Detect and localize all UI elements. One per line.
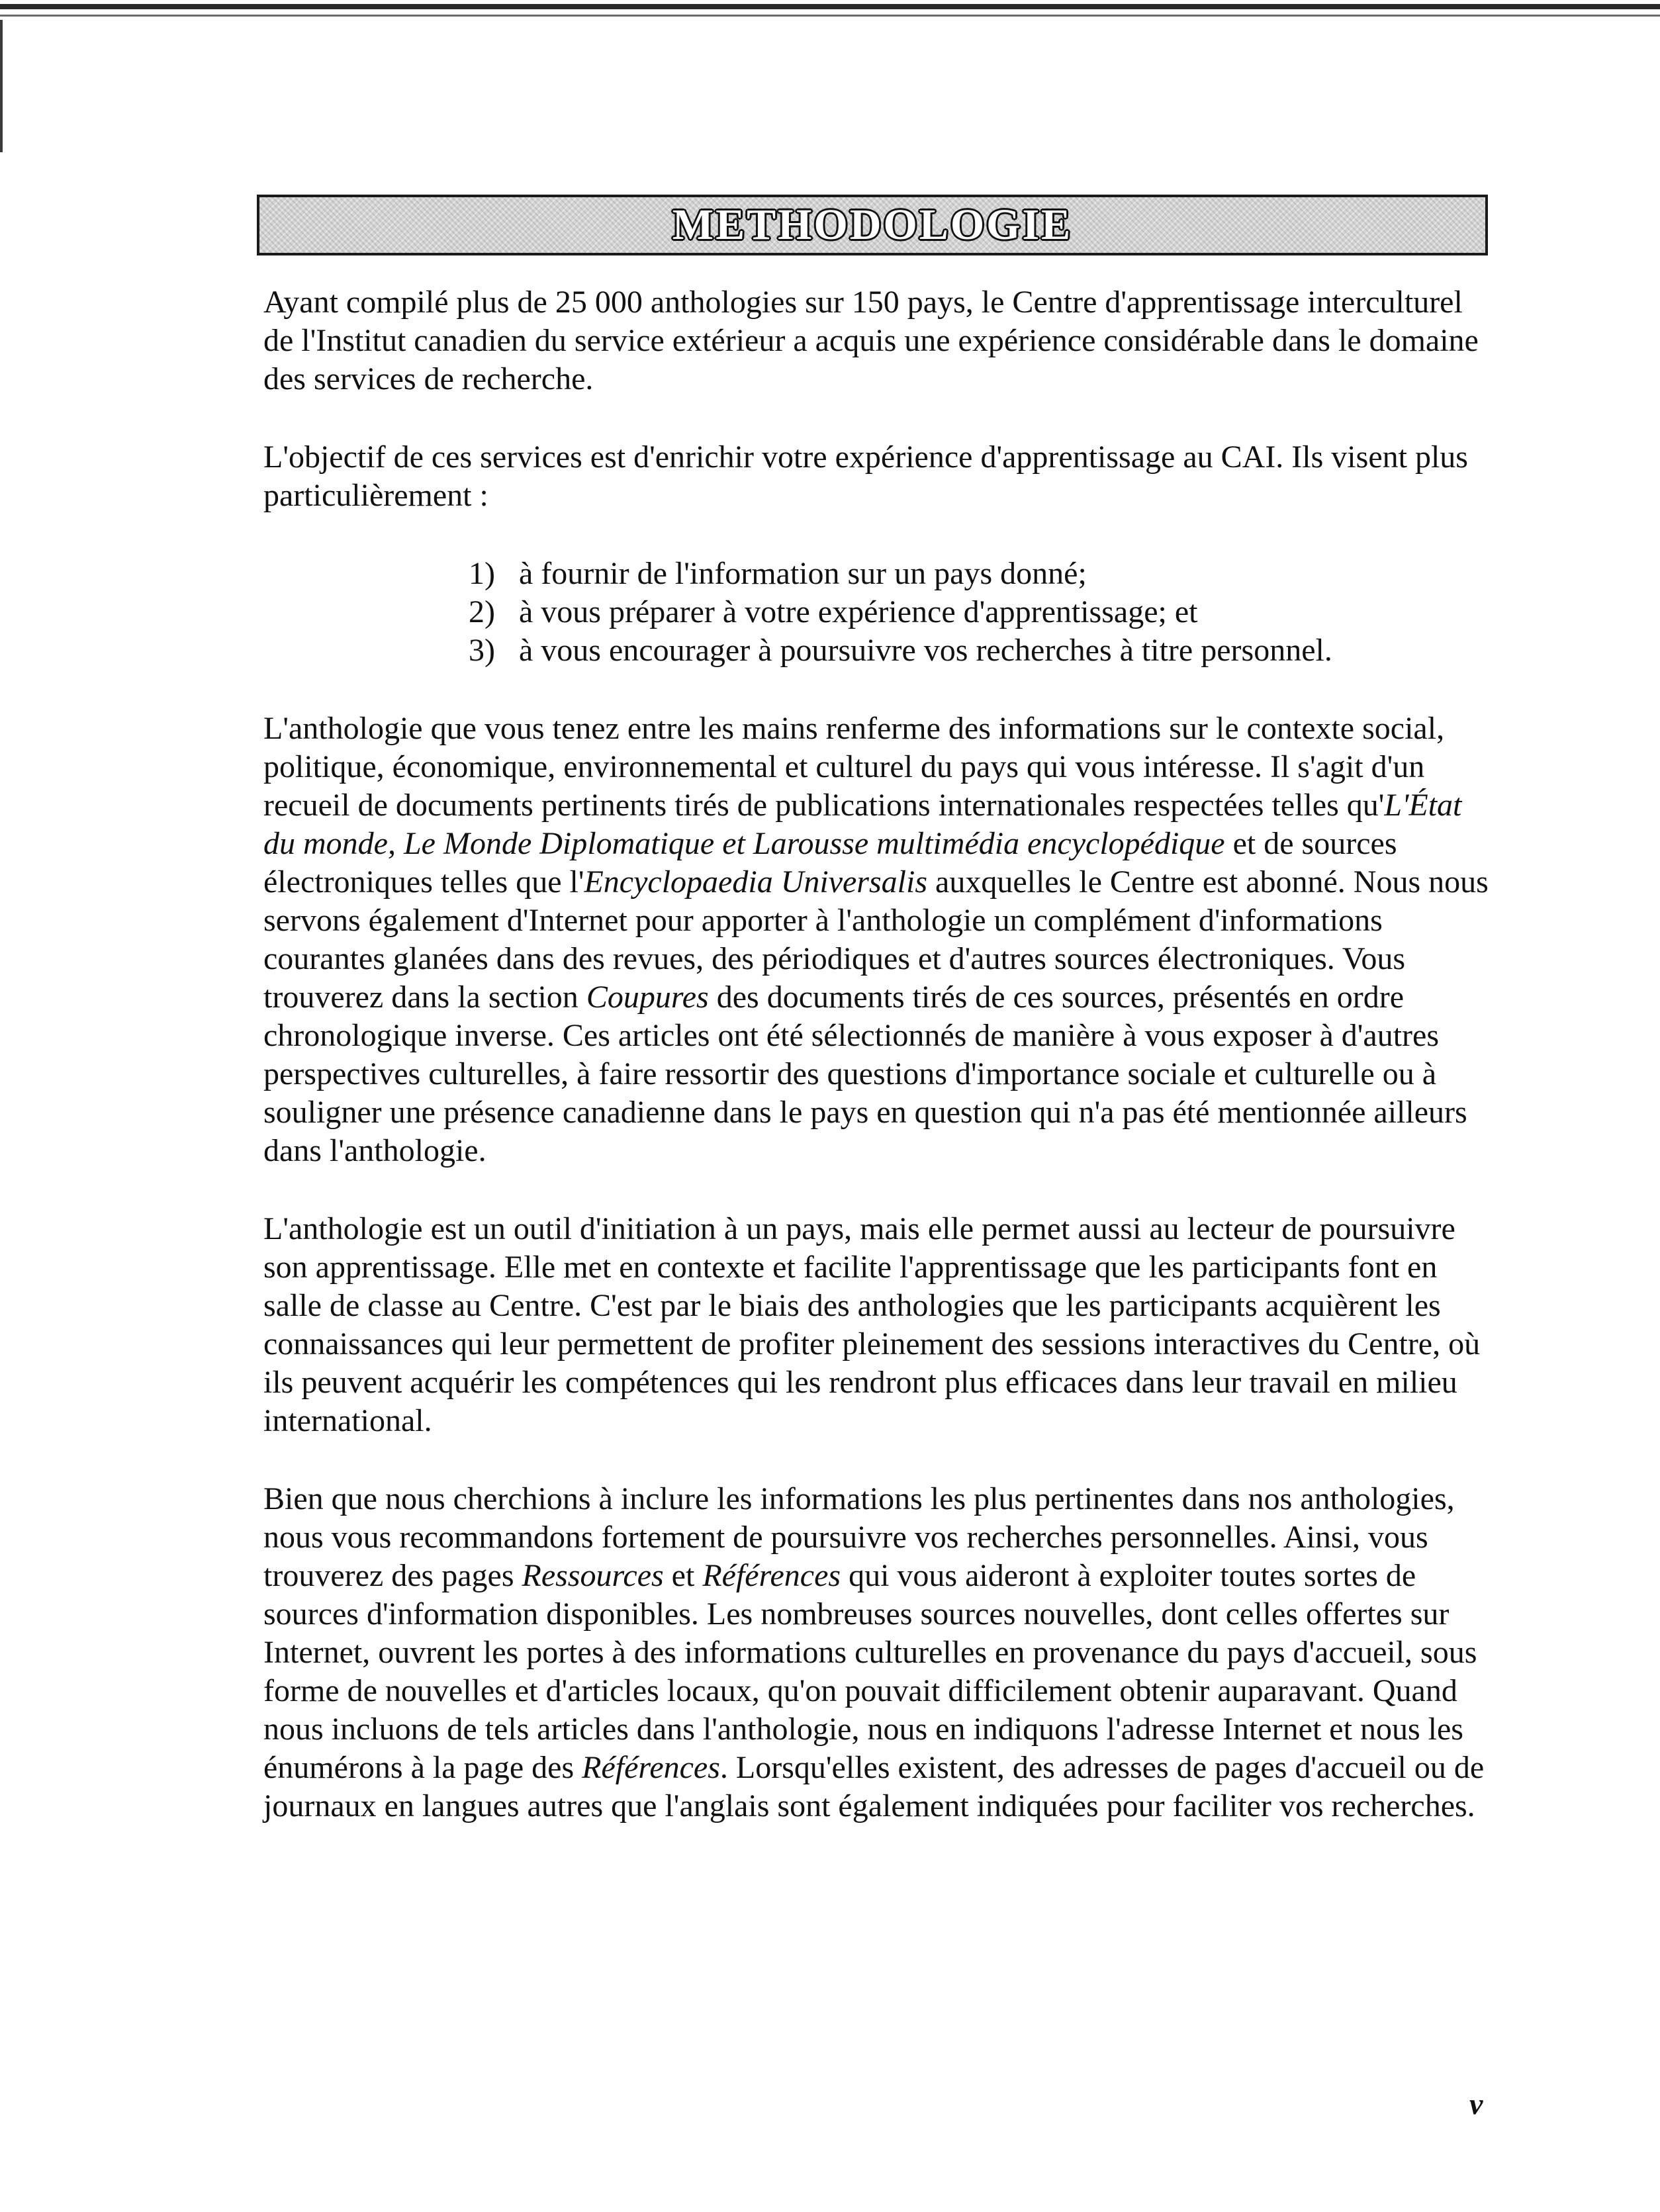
page-heading: METHODOLOGIE: [672, 201, 1073, 249]
heading-banner: [257, 195, 1488, 255]
list-item-text: à vous encourager à poursuivre vos recherches à titre personnel.: [519, 633, 1332, 668]
text-run: . Lorsqu'elles existent, des adresses de pages d'accueil ou de journaux en langues autres que l'anglais sont également indiquées pour faciliter vos recherches.: [263, 1750, 1485, 1823]
top-rule-thin: [0, 15, 1660, 17]
objective-paragraph: L'objectif de ces services est d'enrichir votre expérience d'apprentissage au CAI. Ils visent plus particulièrement :: [263, 439, 1468, 513]
anthology-paragraph: [263, 710, 1495, 1170]
section-name: Coupures: [586, 980, 709, 1015]
list-item: [469, 631, 1495, 670]
list-item-text: à fournir de l'information sur un pays donné;: [519, 556, 1087, 591]
list-item-number: 1): [469, 556, 495, 591]
text-run: et de sources électroniques telles que l': [263, 826, 1397, 899]
initiation-paragraph: L'anthologie est un outil d'initiation à un pays, mais elle permet aussi au lecteur de poursuivre son apprentissage. Elle met en contexte et facilite l'apprentissage que les participants font en salle de classe au Centre. C'est par le biais des anthologies que les participants acquièrent les connaissances qui leur permettent de profiter pleinement des sessions interactives du Centre, où ils peuvent acquérir les compétences qui les rendront plus efficaces dans leur travail en milieu international.: [263, 1211, 1481, 1438]
list-item-number: 2): [469, 594, 495, 629]
section-name: Références: [582, 1750, 720, 1785]
text-run: L'anthologie que vous tenez entre les mains renferme des informations sur le contexte social, politique, économique, environnemental et culturel du pays qui vous intéresse. Il s'agit d'un recueil de documents pertinents tirés de publications internationales respectées telles qu': [263, 711, 1445, 823]
text-run: qui vous aideront à exploiter toutes sortes de sources d'information disponibles. Les nombreuses sources nouvelles, dont celles offertes sur Internet, ouvrent les portes à des informations culturelles en provenance du pays d'accueil, sous forme de nouvelles et d'articles locaux, qu'on pouvait difficilement obtenir auparavant. Quand nous incluons de tels articles dans l'anthologie, nous en indiquons l'adresse Internet et nous les énumérons à la page des: [263, 1558, 1477, 1785]
list-item-text: à vous préparer à votre expérience d'apprentissage; et: [519, 594, 1198, 629]
research-paragraph: [263, 1480, 1495, 1825]
text-run: Bien que nous cherchions à inclure les informations les plus pertinentes dans nos anthologies, nous vous recommandons fortement de poursuivre vos recherches personnelles. Ainsi, vous trouverez des pages: [263, 1481, 1455, 1593]
publications-title: L'État du monde, Le Monde Diplomatique et Larousse multimédia encyclopédique: [263, 788, 1462, 861]
section-name: Références: [702, 1558, 841, 1593]
left-edge-rule: [0, 20, 3, 152]
text-run: et: [663, 1558, 703, 1593]
list-item: [469, 555, 1495, 593]
page-number: v: [1469, 2087, 1483, 2121]
list-item: [469, 593, 1495, 631]
list-item-number: 3): [469, 633, 495, 668]
top-rule: [0, 4, 1660, 9]
intro-paragraph: Ayant compilé plus de 25 000 anthologies sur 150 pays, le Centre d'apprentissage interculturel de l'Institut canadien du service extérieur a acquis une expérience considérable dans le domaine des services de recherche.: [263, 285, 1479, 396]
text-run: des documents tirés de ces sources, présentés en ordre chronologique inverse. Ces articles ont été sélectionnés de manière à vous exposer à d'autres perspectives culturelles, à faire ressortir des questions d'importance sociale et culturelle ou à souligner une présence canadienne dans le pays en question qui n'a pas été mentionnée ailleurs dans l'anthologie.: [263, 980, 1467, 1168]
section-name: Ressources: [522, 1558, 664, 1593]
objectives-list: [469, 555, 1495, 670]
document-body: [263, 283, 1495, 1865]
encyclopedia-title: Encyclopaedia Universalis: [584, 864, 928, 899]
text-run: auxquelles le Centre est abonné. Nous nous servons également d'Internet pour apporter à l'anthologie un complément d'informations courantes glanées dans des revues, des périodiques et d'autres sources électroniques. Vous trouverez dans la section: [263, 864, 1489, 1015]
